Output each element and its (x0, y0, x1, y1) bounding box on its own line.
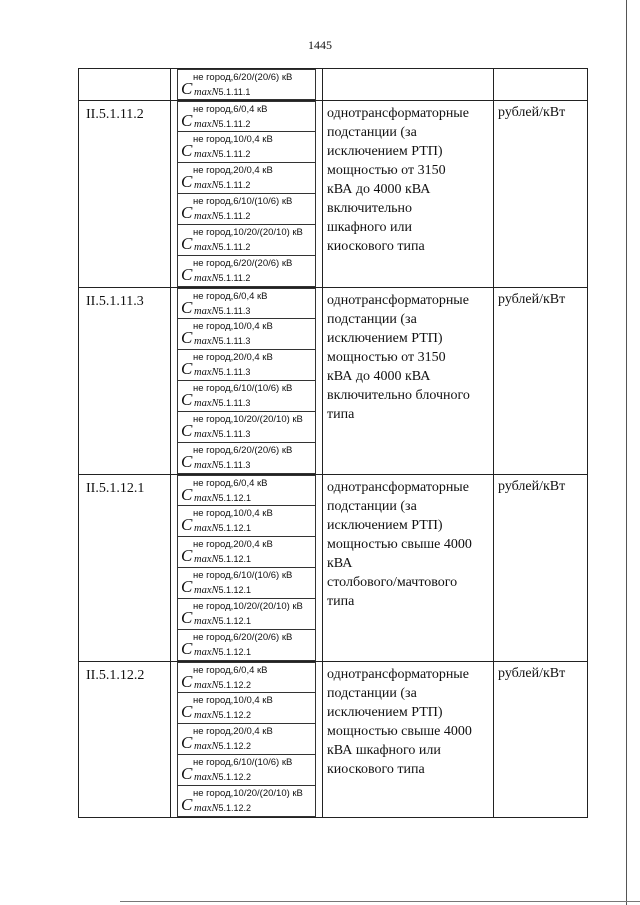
formula-symbol: C (181, 577, 193, 596)
formula-subscript-index: 5.1.11.2 (218, 211, 251, 221)
formula-symbol: C (181, 141, 193, 160)
description-cell (323, 475, 494, 662)
formula-superscript: не город,10/0,4 кВ (193, 695, 273, 706)
formula-subscript-italic: maxN (194, 772, 219, 783)
formula-subscript (194, 647, 251, 658)
formula-subscript-index: 5.1.12.1 (218, 523, 252, 533)
description-line: включительно (327, 201, 413, 216)
formula-subscript-index: 5.1.12.2 (218, 680, 252, 690)
formula-subscript-index: 5.1.11.1 (218, 87, 251, 97)
formula-symbol: C (181, 172, 193, 191)
formula-box (177, 693, 316, 724)
description-cell (323, 101, 494, 288)
formula-subscript-index: 5.1.12.2 (218, 772, 252, 782)
formula-symbol: C (181, 764, 193, 783)
formula-symbol: C (181, 111, 193, 130)
formula-subscript (194, 87, 250, 98)
tariff-table (78, 68, 588, 818)
formula-subscript-italic: maxN (194, 242, 219, 253)
description-line: подстанции (за (327, 125, 417, 140)
description-line: типа (327, 594, 355, 609)
unit-cell: рублей/кВт (494, 662, 588, 818)
description-line: включительно блочного (327, 388, 470, 403)
formula-box (177, 194, 316, 225)
formula-subscript-index: 5.1.11.2 (218, 242, 251, 252)
formula-cell (171, 288, 323, 475)
formula-box (177, 225, 316, 256)
description-line: шкафного или (327, 220, 413, 235)
formula-subscript (194, 180, 250, 191)
formula-superscript: не город,6/10/(10/6) кВ (193, 196, 293, 207)
formula-subscript-italic: maxN (194, 710, 219, 721)
formula-symbol: C (181, 79, 193, 98)
formula-subscript-italic: maxN (194, 336, 219, 347)
formula-box (177, 568, 316, 599)
description-line: киоскового типа (327, 239, 425, 254)
description-line: однотрансформаторные (327, 480, 469, 495)
description-line: кВА до 4000 кВА (327, 182, 431, 197)
formula-subscript (194, 119, 250, 130)
formula-subscript-italic: maxN (194, 493, 219, 504)
formula-symbol: C (181, 702, 193, 721)
formula-subscript (194, 242, 250, 253)
formula-superscript: не город,6/10/(10/6) кВ (193, 570, 293, 581)
formula-symbol: C (181, 328, 193, 347)
formula-subscript (194, 493, 251, 504)
formula-subscript-italic: maxN (194, 306, 219, 317)
formula-box (177, 599, 316, 630)
description-line: кВА до 4000 кВА (327, 369, 431, 384)
formula-superscript: не город,10/0,4 кВ (193, 508, 273, 519)
formula-superscript: не город,20/0,4 кВ (193, 726, 273, 737)
description-line: кВА (327, 556, 353, 571)
formula-superscript: не город,6/0,4 кВ (193, 665, 268, 676)
formula-subscript (194, 211, 250, 222)
formula-symbol: C (181, 452, 193, 471)
formula-box (177, 755, 316, 786)
formula-superscript: не город,6/10/(10/6) кВ (193, 383, 293, 394)
formula-subscript (194, 710, 251, 721)
formula-box (177, 288, 316, 319)
description-line: исключением РТП) (327, 331, 443, 346)
formula-subscript-italic: maxN (194, 273, 219, 284)
description-line: однотрансформаторные (327, 667, 469, 682)
row-code: II.5.1.12.2 (79, 662, 171, 818)
formula-subscript-index: 5.1.11.2 (218, 149, 251, 159)
unit-cell: рублей/кВт (494, 288, 588, 475)
formula-symbol: C (181, 795, 193, 814)
table-row (79, 662, 588, 818)
formula-subscript (194, 460, 250, 471)
formula-box (177, 163, 316, 194)
description-line: столбового/мачтового (327, 575, 458, 590)
description-line: однотрансформаторные (327, 293, 469, 308)
formula-symbol: C (181, 672, 193, 691)
formula-superscript: не город,6/20/(20/6) кВ (193, 258, 293, 269)
row-code: II.5.1.11.3 (79, 288, 171, 475)
formula-cell (171, 69, 323, 101)
formula-box (177, 443, 316, 474)
unit-cell: рублей/кВт (494, 101, 588, 288)
formula-superscript: не город,20/0,4 кВ (193, 352, 273, 363)
formula-subscript (194, 585, 251, 596)
formula-box (177, 319, 316, 350)
formula-subscript-italic: maxN (194, 119, 219, 130)
formula-subscript (194, 554, 251, 565)
formula-superscript: не город,10/20/(20/10) кВ (193, 227, 303, 238)
description-line: исключением РТП) (327, 144, 443, 159)
formula-symbol: C (181, 234, 193, 253)
description-line: однотрансформаторные (327, 106, 469, 121)
description-cell (323, 288, 494, 475)
description-line: киоскового типа (327, 762, 425, 777)
formula-cell (171, 101, 323, 288)
formula-subscript-index: 5.1.12.1 (218, 554, 252, 564)
formula-box (177, 381, 316, 412)
formula-box (177, 256, 316, 287)
formula-box (177, 662, 316, 693)
description-line: подстанции (за (327, 686, 417, 701)
row-code (79, 69, 171, 101)
formula-symbol: C (181, 485, 193, 504)
formula-subscript-italic: maxN (194, 585, 219, 596)
table-row (79, 288, 588, 475)
scan-edge-line (626, 0, 627, 905)
formula-subscript-index: 5.1.11.2 (218, 273, 251, 283)
formula-subscript-italic: maxN (194, 647, 219, 658)
formula-subscript (194, 772, 251, 783)
formula-subscript (194, 616, 251, 627)
formula-box (177, 537, 316, 568)
formula-subscript (194, 149, 250, 160)
formula-subscript-index: 5.1.11.3 (218, 429, 251, 439)
formula-superscript: не город,10/0,4 кВ (193, 321, 273, 332)
formula-subscript (194, 306, 250, 317)
unit-cell: рублей/кВт (494, 475, 588, 662)
formula-cell (171, 475, 323, 662)
formula-subscript (194, 429, 250, 440)
formula-symbol: C (181, 265, 193, 284)
formula-subscript-italic: maxN (194, 429, 219, 440)
formula-symbol: C (181, 639, 193, 658)
formula-subscript (194, 367, 250, 378)
description-line: мощностью от 3150 (327, 350, 446, 365)
row-code: II.5.1.11.2 (79, 101, 171, 288)
formula-subscript-index: 5.1.11.3 (218, 336, 251, 346)
formula-subscript-italic: maxN (194, 460, 219, 471)
formula-superscript: не город,6/10/(10/6) кВ (193, 757, 293, 768)
description-line: подстанции (за (327, 312, 417, 327)
formula-subscript-index: 5.1.12.2 (218, 710, 252, 720)
formula-subscript-index: 5.1.11.3 (218, 398, 251, 408)
formula-subscript (194, 741, 251, 752)
formula-subscript-italic: maxN (194, 741, 219, 752)
formula-superscript: не город,10/20/(20/10) кВ (193, 601, 303, 612)
formula-box (177, 506, 316, 537)
formula-symbol: C (181, 203, 193, 222)
formula-subscript-index: 5.1.11.3 (218, 460, 251, 470)
formula-subscript (194, 680, 251, 691)
formula-superscript: не город,20/0,4 кВ (193, 165, 273, 176)
formula-subscript-index: 5.1.12.1 (218, 493, 252, 503)
description-line: исключением РТП) (327, 705, 443, 720)
formula-subscript-italic: maxN (194, 398, 219, 409)
description-cell (323, 662, 494, 818)
formula-subscript-italic: maxN (194, 803, 219, 814)
formula-superscript: не город,6/20/(20/6) кВ (193, 632, 293, 643)
formula-subscript-index: 5.1.12.1 (218, 647, 252, 657)
formula-subscript (194, 803, 251, 814)
formula-box (177, 69, 316, 100)
description-line: мощностью от 3150 (327, 163, 446, 178)
formula-box (177, 724, 316, 755)
page-number: 1445 (308, 38, 332, 52)
formula-superscript: не город,20/0,4 кВ (193, 539, 273, 550)
formula-superscript: не город,10/20/(20/10) кВ (193, 788, 303, 799)
formula-subscript-italic: maxN (194, 680, 219, 691)
row-code: II.5.1.12.1 (79, 475, 171, 662)
formula-superscript: не город,6/20/(20/6) кВ (193, 445, 293, 456)
formula-subscript (194, 273, 250, 284)
description-line: исключением РТП) (327, 518, 443, 533)
unit-cell (494, 69, 588, 101)
description-line: мощностью свыше 4000 (327, 537, 472, 552)
formula-subscript-italic: maxN (194, 87, 219, 98)
formula-cell (171, 662, 323, 818)
description-line: мощностью свыше 4000 (327, 724, 472, 739)
formula-superscript: не город,6/0,4 кВ (193, 291, 268, 302)
formula-symbol: C (181, 608, 193, 627)
formula-box (177, 350, 316, 381)
formula-superscript: не город,6/0,4 кВ (193, 104, 268, 115)
formula-symbol: C (181, 298, 193, 317)
formula-subscript-italic: maxN (194, 211, 219, 222)
formula-box (177, 475, 316, 506)
formula-subscript (194, 398, 250, 409)
formula-symbol: C (181, 421, 193, 440)
description-line: кВА шкафного или (327, 743, 441, 758)
formula-subscript-italic: maxN (194, 367, 219, 378)
formula-superscript: не город,10/20/(20/10) кВ (193, 414, 303, 425)
formula-symbol: C (181, 390, 193, 409)
formula-superscript: не город,6/20/(20/6) кВ (193, 72, 293, 83)
table-row (79, 101, 588, 288)
formula-subscript-italic: maxN (194, 616, 219, 627)
formula-subscript-index: 5.1.11.2 (218, 119, 251, 129)
formula-subscript-index: 5.1.11.2 (218, 180, 251, 190)
formula-symbol: C (181, 359, 193, 378)
formula-subscript (194, 523, 251, 534)
formula-symbol: C (181, 546, 193, 565)
formula-box (177, 630, 316, 661)
formula-box (177, 786, 316, 817)
formula-box (177, 132, 316, 163)
formula-subscript-index: 5.1.11.3 (218, 367, 251, 377)
formula-subscript-index: 5.1.12.2 (218, 741, 252, 751)
formula-box (177, 101, 316, 132)
description-line: подстанции (за (327, 499, 417, 514)
formula-subscript-index: 5.1.12.1 (218, 616, 252, 626)
formula-subscript-index: 5.1.11.3 (218, 306, 251, 316)
description-cell (323, 69, 494, 101)
formula-subscript-index: 5.1.12.1 (218, 585, 252, 595)
table-row (79, 475, 588, 662)
formula-box (177, 412, 316, 443)
formula-superscript: не город,6/0,4 кВ (193, 478, 268, 489)
description-line: типа (327, 407, 355, 422)
table-row (79, 69, 588, 101)
formula-superscript: не город,10/0,4 кВ (193, 134, 273, 145)
formula-subscript-italic: maxN (194, 523, 219, 534)
formula-symbol: C (181, 733, 193, 752)
formula-subscript (194, 336, 250, 347)
scan-bottom-line (120, 901, 640, 902)
formula-subscript-index: 5.1.12.2 (218, 803, 252, 813)
formula-subscript-italic: maxN (194, 554, 219, 565)
formula-subscript-italic: maxN (194, 180, 219, 191)
formula-subscript-italic: maxN (194, 149, 219, 160)
formula-symbol: C (181, 515, 193, 534)
